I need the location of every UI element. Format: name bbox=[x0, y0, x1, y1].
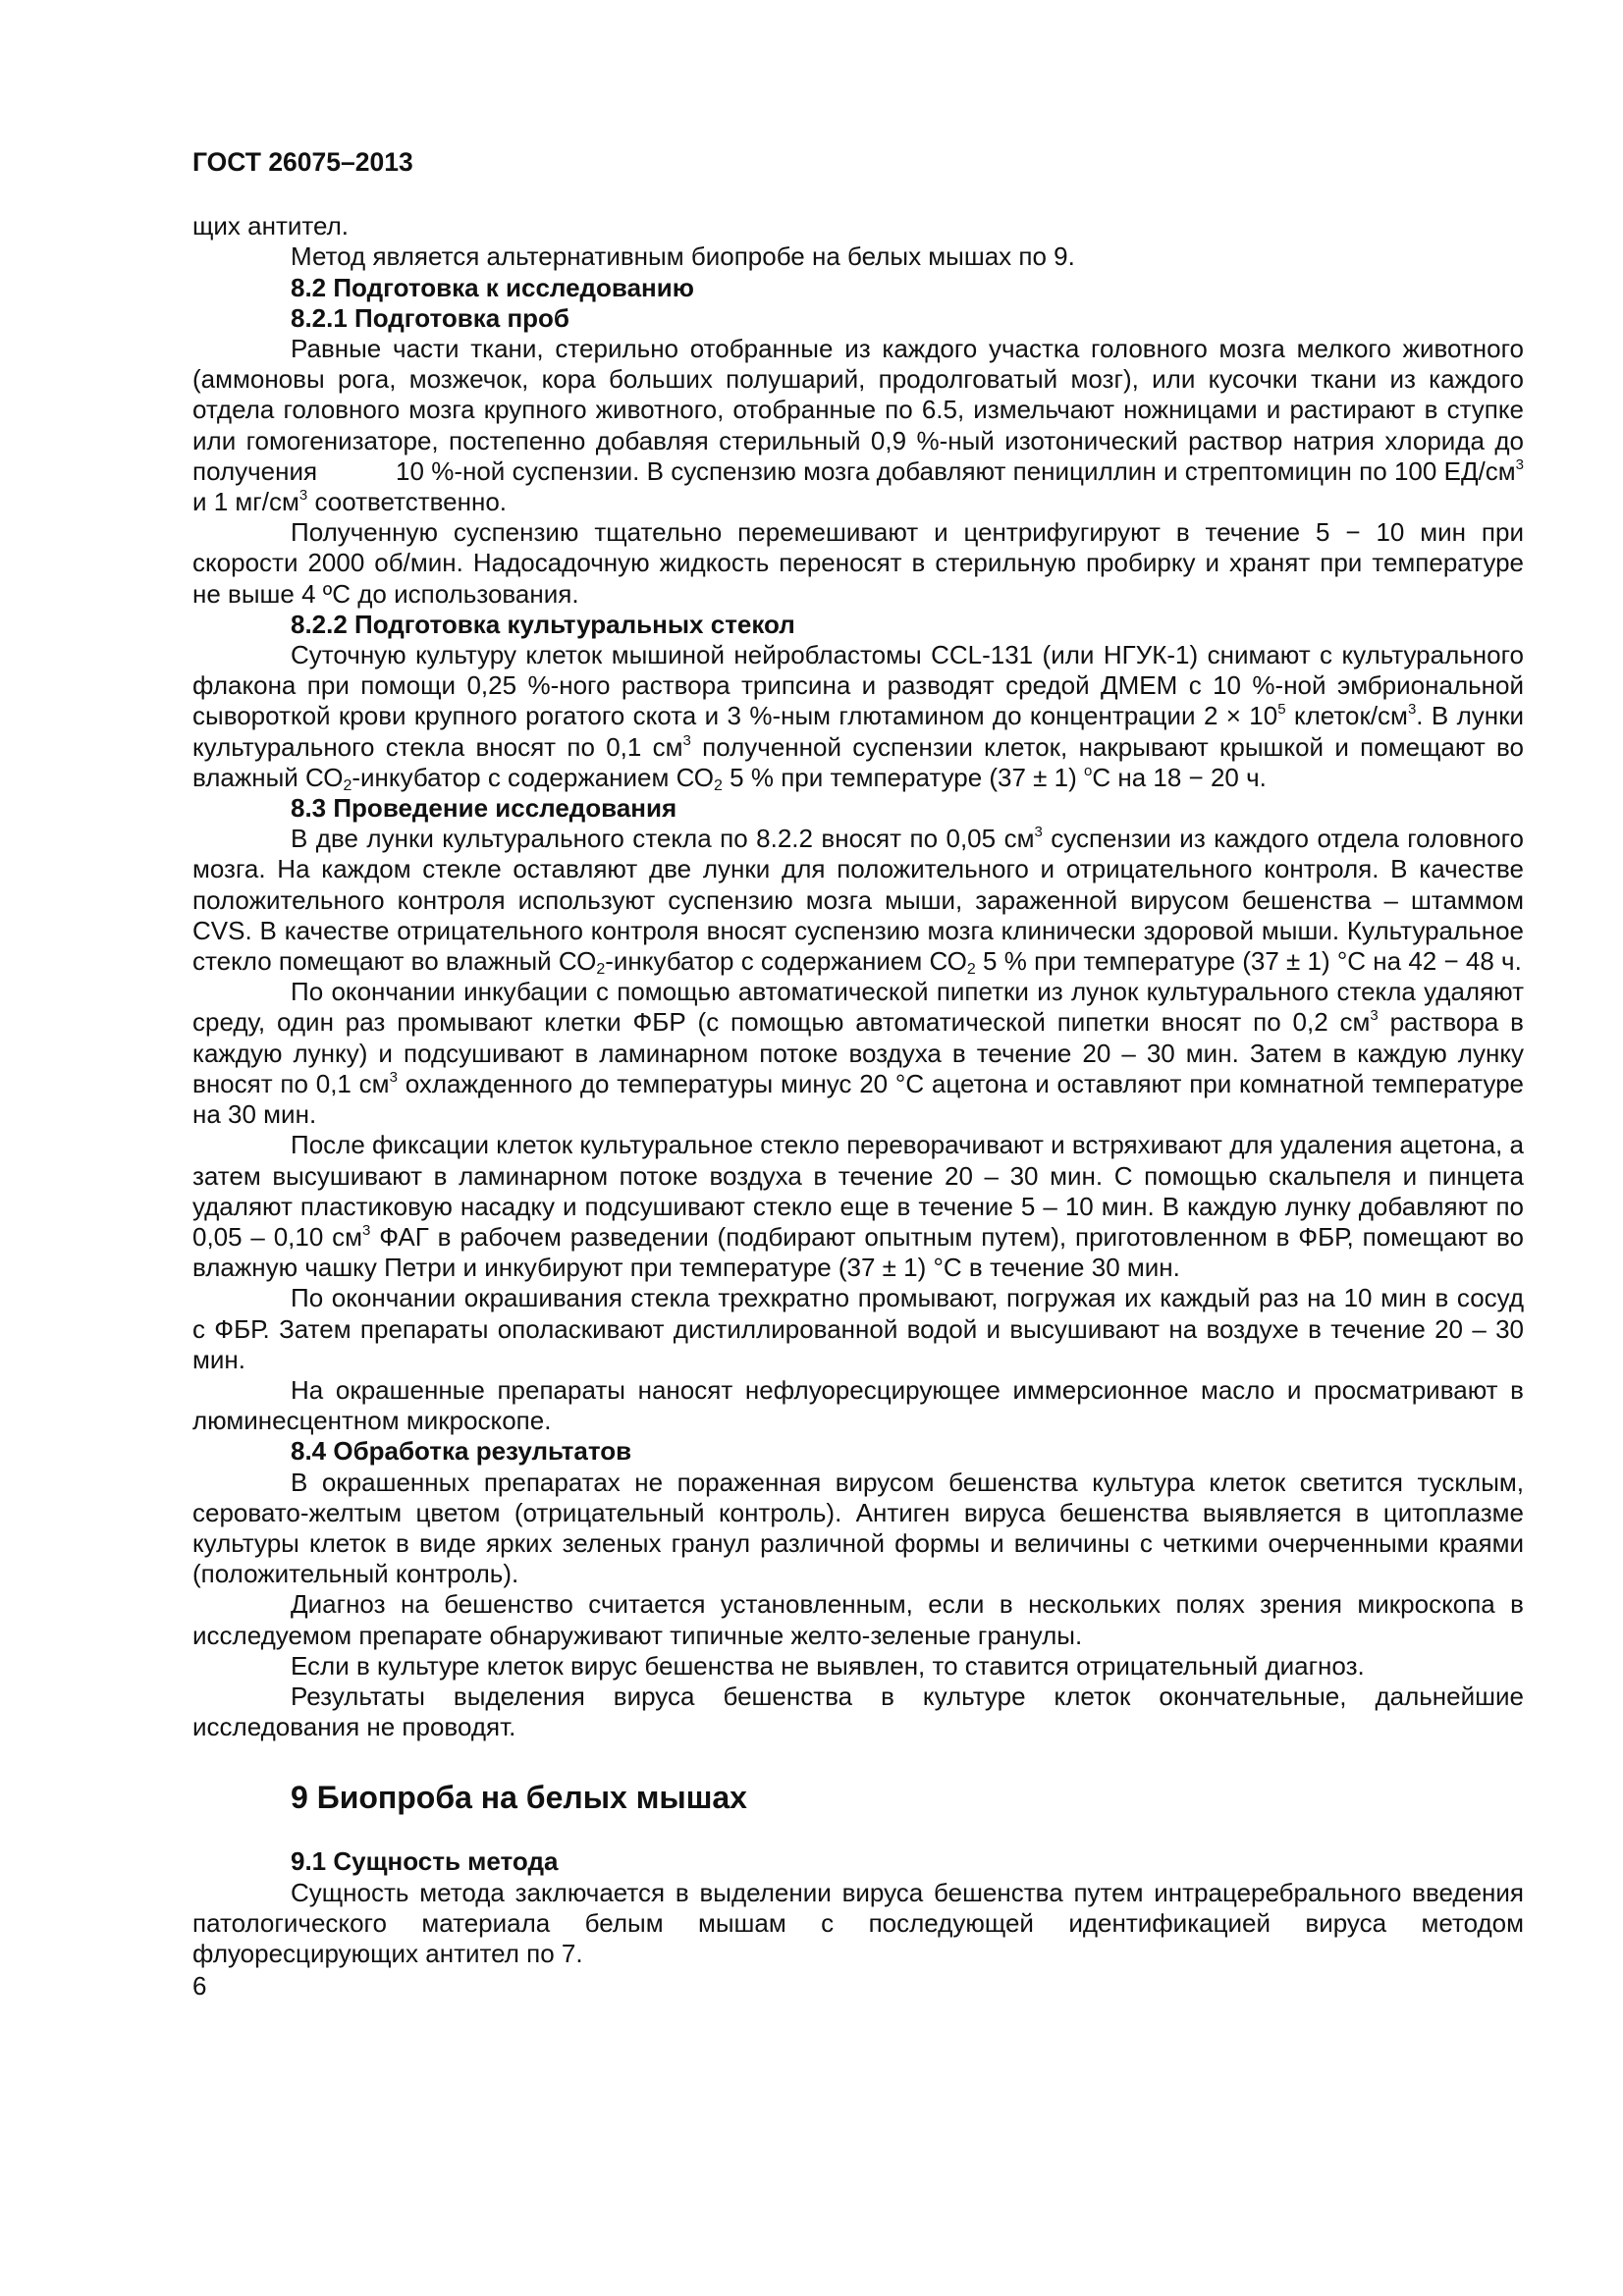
paragraph-incubation-end: По окончании инкубации с помощью автоматической пипетки из лунок культурального стекла удаляют среду, один раз промывают клетки ФБР (с помощью автоматической пипетки вносят по 0,2 $см^3$ раствора в каждую лунку) и подсушивают в ламинарном потоке воздуха в течение 20 – 30 мин. Затем в каждую лунку вносят по 0,1 $см^3$ охлажденного до температуры минус 20 °С ацетона и оставляют при комнатной температуре на 30 мин. bbox=[192, 977, 1524, 1130]
section-9-1-heading: 9.1 Сущность метода bbox=[291, 1846, 559, 1877]
paragraph-wells: В две лунки культурального стекла по 8.2.2 вносят по 0,05 $см^3$ суспензии из каждого отдела головного мозга. На каждом стекле оставляют две лунки для положительного и отрицательного контроля. В качестве положительного контроля используют суспензию мозга мыши, зараженной вирусом бешенства – штаммом CVS. В качестве отрицательного контроля вносят суспензию мозга клинически здоровой мыши. Культуральное стекло помещают во влажный $СО_2$-инкубатор с содержанием $СО_2$ 5 % при температуре (37 ± 1) °С на 42 − 48 ч. bbox=[192, 824, 1524, 979]
section-8-2-2-heading: 8.2.2 Подготовка культуральных стекол bbox=[291, 609, 795, 639]
section-8-2-1-heading: 8.2.1 Подготовка проб bbox=[291, 302, 569, 333]
paragraph-centrifuge: Полученную суспензию тщательно перемешивают и центрифугируют в течение 5 − 10 мин при скорости 2000 об/мин. Надосадочную жидкость переносят в стерильную пробирку и хранят при температуре не выше 4 ºС до использования. bbox=[192, 517, 1524, 609]
document-page bbox=[192, 147, 1524, 2002]
section-8-2-heading: 8.2 Подготовка к исследованию bbox=[291, 272, 694, 302]
paragraph-negative: Если в культуре клеток вирус бешенства не выявлен, то ставится отрицательный диагноз. bbox=[291, 1650, 1365, 1681]
paragraph-culture-glass: Суточную культуру клеток мышиной нейробластомы CCL-131 (или НГУК-1) снимают с культурального флакона при помощи 0,25 %-ного раствора трипсина и разводят средой ДМЕМ с 10 %-ной эмбриональной сывороткой крови крупного рогатого скота и 3 %-ным глютамином до концентрации $2 \times 10^5$ клеток/$см^3$. В лунки культурального стекла вносят по 0,1 $см^3$ полученной суспензии клеток, накрывают крышкой и помещают во влажный $СО_2$-инкубатор с содержанием $СО_2$ 5 % при температуре (37 ± 1) $^о$С на 18 − 20 ч. bbox=[192, 640, 1524, 794]
section-8-3-heading: 8.3 Проведение исследования bbox=[291, 793, 677, 824]
document-header: ГОСТ 26075–2013 bbox=[192, 147, 413, 177]
section-9-title: 9 Биопроба на белых мышах bbox=[291, 1780, 747, 1816]
paragraph-microscopy: На окрашенные препараты наносят нефлуоресцирующее иммерсионное масло и просматривают в люминесцентном микроскопе. bbox=[192, 1374, 1524, 1436]
paragraph-results: В окрашенных препаратах не пораженная вирусом бешенства культура клеток светится тусклым, серовато-желтым цветом (отрицательный контроль). Антиген вируса бешенства выявляется в цитоплазме культуры клеток в виде ярких зеленых гранул различной формы и величины с четкими очерченными краями (положительный контроль). bbox=[192, 1467, 1524, 1589]
paragraph-method-essence: Сущность метода заключается в выделении вируса бешенства путем интрацеребрального введения патологического материала белым мышам с последующей идентификацией вируса методом флуоресцирующих антител по 7. bbox=[192, 1877, 1524, 1968]
paragraph-diagnosis: Диагноз на бешенство считается установленным, если в нескольких полях зрения микроскопа в исследуемом препарате обнаруживают типичные желто-зеленые гранулы. bbox=[192, 1589, 1524, 1650]
paragraph-staining: По окончании окрашивания стекла трехкратно промывают, погружая их каждый раз на 10 мин в сосуд с ФБР. Затем препараты ополаскивают дистиллированной водой и высушивают на воздухе в течение 20 – 30 мин. bbox=[192, 1283, 1524, 1374]
paragraph-sample-prep: Равные части ткани, стерильно отобранные из каждого участка головного мозга мелкого животного (аммоновы рога, мозжечок, кора больших полушарий, продолговатый мозг), или кусочки ткани из каждого отдела головного мозга крупного животного, отобранные по 6.5, измельчают ножницами и растирают в ступке или гомогенизаторе, постепенно добавляя стерильный 0,9 %-ный изотонический раствор натрия хлорида до получения 10 %-ной суспензии. В суспензию мозга добавляют пенициллин и стрептомицин по 100 $ЕД/см^3$ и 1 $мг/см^3$ соответственно. bbox=[192, 334, 1525, 517]
paragraph-alternative-method: Метод является альтернативным биопробе на белых мышах по 9. bbox=[291, 241, 1075, 272]
continuation-text: щих антител. bbox=[192, 211, 349, 241]
paragraph-fixation: После фиксации клеток культуральное стекло переворачивают и встряхивают для удаления ацетона, а затем высушивают в ламинарном потоке воздуха в течение 20 – 30 мин. С помощью скальпеля и пинцета удаляют пластиковую насадку и подсушивают стекло еще в течение 5 – 10 мин. В каждую лунку добавляют по 0,05 – 0,10 $см^3$ ФАГ в рабочем разведении (подбирают опытным путем), приготовленном в ФБР, помещают во влажную чашку Петри и инкубируют при температуре (37 ± 1) °С в течение 30 мин. bbox=[192, 1130, 1524, 1283]
section-8-4-heading: 8.4 Обработка результатов bbox=[291, 1436, 632, 1467]
paragraph-final: Результаты выделения вируса бешенства в культуре клеток окончательные, дальнейшие исследования не проводят. bbox=[192, 1681, 1524, 1742]
page-number: 6 bbox=[192, 1971, 207, 2002]
